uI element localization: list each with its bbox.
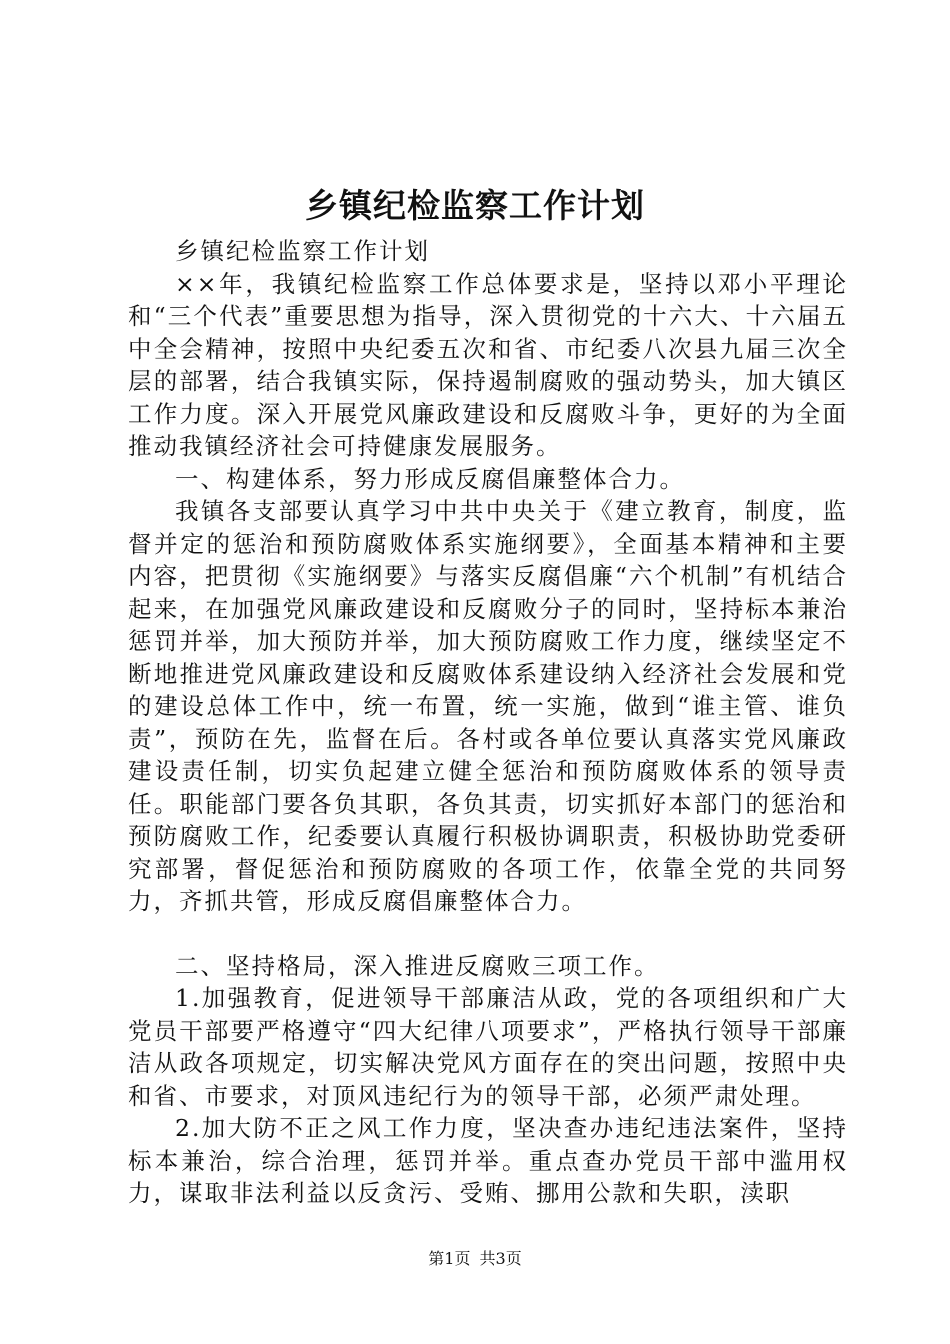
section-heading-1: 一、构建体系，努力形成反腐倡廉整体合力。	[175, 464, 685, 493]
document-body	[128, 235, 848, 1210]
page-footer	[0, 1246, 950, 1269]
section-heading-2: 二、坚持格局，深入推进反腐败三项工作。	[175, 951, 660, 980]
page-number: 第1页	[428, 1249, 471, 1268]
intro-paragraph: ××年，我镇纪检监察工作总体要求是，坚持以邓小平理论和“三个代表”重要思想为指导，深入贯彻党的十六大、十六届五中全会精神，按照中央纪委五次和省、市纪委八次县九届三次全层的部署，结合我镇实际，保持遏制腐败的强动势头，加大镇区工作力度。深入开展党风廉政建设和反腐败斗争，更好的为全面推动我镇经济社会可持健康发展服务。	[128, 269, 848, 460]
section-1-paragraph: 我镇各支部要认真学习中共中央关于《建立教育，制度，监督并定的惩治和预防腐败体系实施纲要》，全面基本精神和主要内容，把贯彻《实施纲要》与落实反腐倡廉“六个机制”有机结合起来，在加强党风廉政建设和反腐败分子的同时，坚持标本兼治惩罚并举，加大预防并举，加大预防腐败工作力度，继续坚定不断地推进党风廉政建设和反腐败体系建设纳入经济社会发展和党的建设总体工作中，统一布置，统一实施，做到“谁主管、谁负责”，预防在先，监督在后。各村或各单位要认真落实党风廉政建设责任制，切实负起建立健全惩治和预防腐败体系的领导责任。职能部门要各负其职，各负其责，切实抓好本部门的惩治和预防腐败工作，纪委要认真履行积极协调职责，积极协助党委研究部署，督促惩治和预防腐败的各项工作，依靠全党的共同努力，齐抓共管，形成反腐倡廉整体合力。	[128, 497, 848, 915]
document-title: 乡镇纪检监察工作计划	[305, 186, 645, 225]
subtitle-paragraph: 乡镇纪检监察工作计划	[175, 237, 430, 265]
item-2-paragraph: 2.加大防不正之风工作力度，坚决查办违纪违法案件，坚持标本兼治，综合治理，惩罚并举。重点查办党员干部中滥用权力，谋取非法利益以反贪污、受贿、挪用公款和失职，渎职	[128, 1114, 848, 1207]
item-1-paragraph: 1.加强教育，促进领导干部廉洁从政，党的各项组织和广大党员干部要严格遵守“四大纪律八项要求”，严格执行领导干部廉洁从政各项规定，切实解决党风方面存在的突出问题，按照中央和省、市要求，对顶风违纪行为的领导干部，必须严肃处理。	[128, 984, 848, 1110]
page-total: 共3页	[479, 1249, 522, 1268]
